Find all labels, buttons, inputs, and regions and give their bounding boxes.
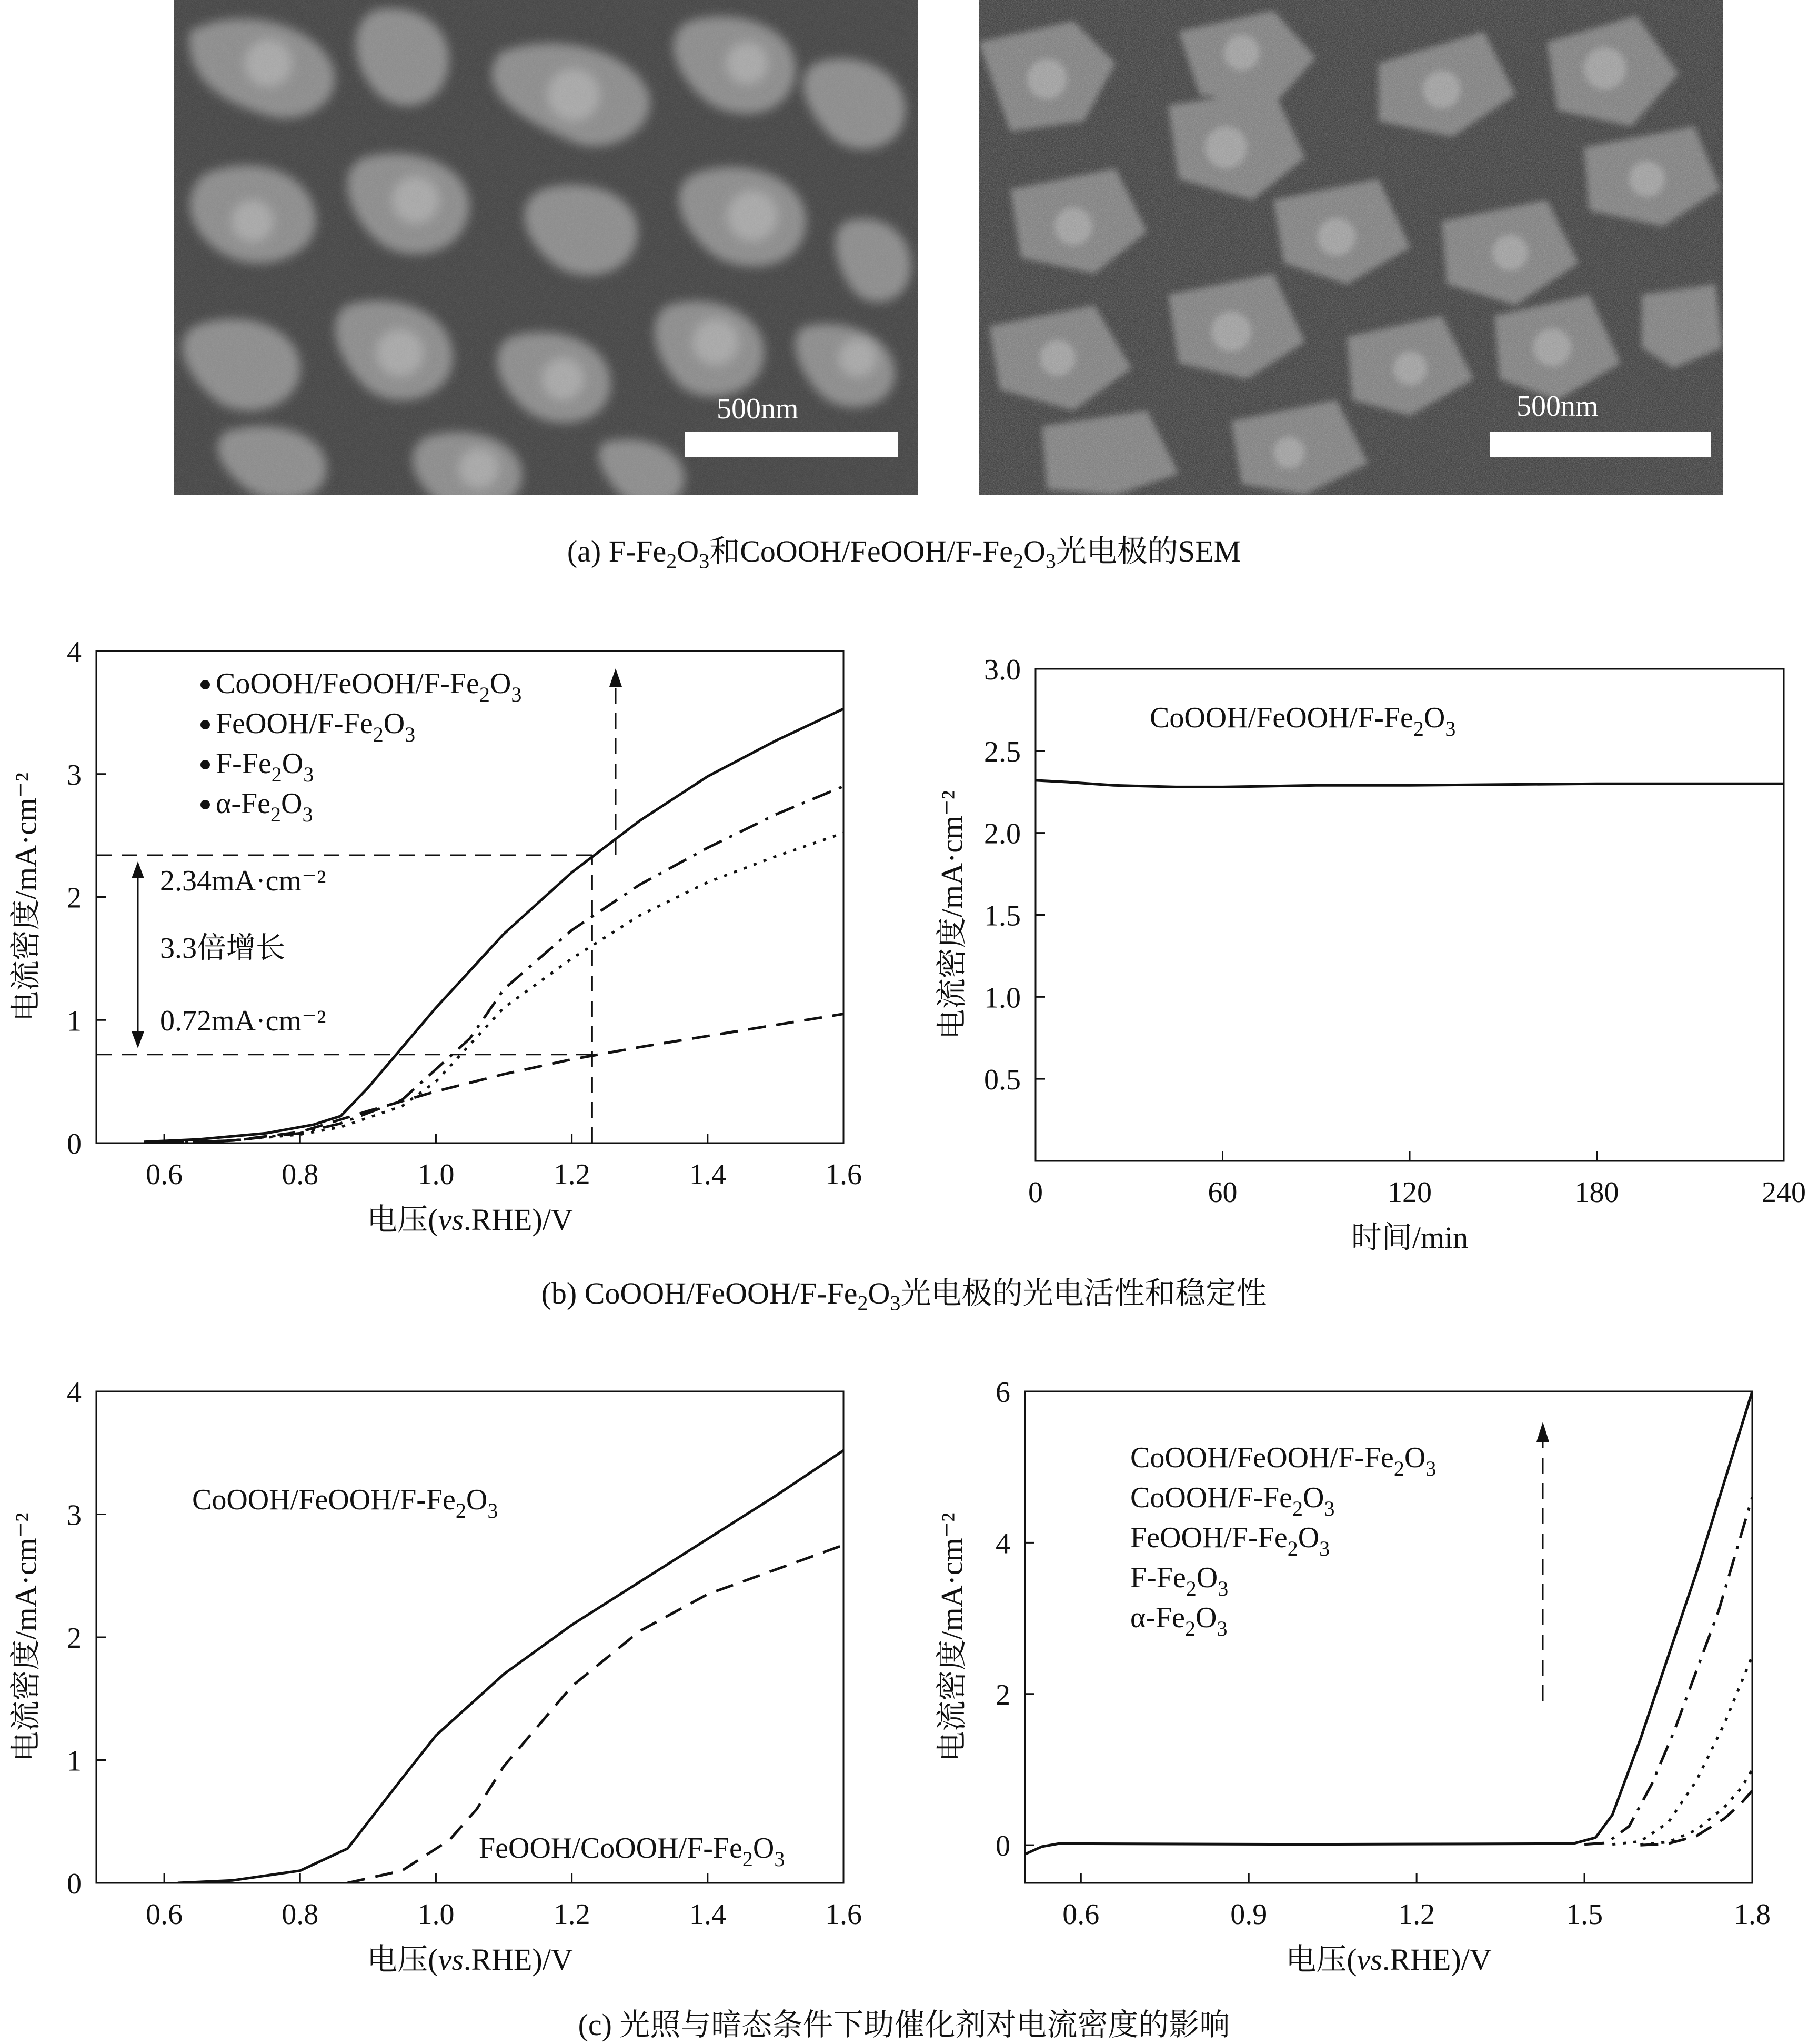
x-tick-label: 120 [1388, 1176, 1432, 1209]
trend-arrow-head [1536, 1422, 1549, 1442]
y-tick-label: 2 [67, 881, 82, 915]
legend-entry: FeOOH/$F-Fe_2O_3$ [1130, 1521, 1330, 1560]
x-axis-label: 电压(vs.RHE)/V [1285, 1942, 1492, 1977]
series-label: CoOOH/$FeOOH/F-Fe_2O_3$ [1150, 702, 1456, 740]
x-tick-label: 1.2 [1398, 1898, 1435, 1931]
series-line-2 [164, 786, 843, 1143]
y-tick-label: 2 [67, 1622, 82, 1655]
y-tick-label: 0 [67, 1128, 82, 1160]
x-tick-label: 0 [1028, 1176, 1043, 1209]
caption-b-sub: 2 [857, 1291, 868, 1315]
x-tick-label: 1.8 [1734, 1898, 1771, 1931]
y-tick-label: 1.0 [984, 981, 1021, 1015]
annotation-high: 2.34mA·cm⁻² [160, 865, 326, 897]
caption-a-sub: 3 [699, 549, 710, 573]
y-tick-label: 6 [996, 1376, 1010, 1409]
x-axis-label: 电压(vs.RHE)/V [367, 1203, 573, 1237]
legend-entry: $\alpha-Fe_2O_3$ [1130, 1601, 1228, 1640]
series-line-4 [1640, 1770, 1752, 1845]
series-line-1 [1036, 780, 1784, 787]
x-tick-label: 0.8 [282, 1158, 319, 1191]
y-tick-label: 1 [67, 1745, 82, 1778]
x-tick-label: 0.9 [1230, 1898, 1268, 1931]
y-tick-label: 0 [67, 1868, 82, 1900]
gain-arrow-head-down [132, 1031, 144, 1048]
caption-b-part: 光电极的光电活性和稳定性 [900, 1276, 1267, 1310]
caption-a-sub: 2 [666, 549, 677, 573]
series-line-3 [1612, 1656, 1752, 1845]
x-tick-label: 240 [1762, 1176, 1806, 1209]
y-tick-label: 2 [996, 1678, 1010, 1711]
caption-a-part: (a) F-Fe [567, 534, 667, 568]
plot-frame [1036, 669, 1784, 1161]
y-tick-label: 2.5 [984, 735, 1021, 768]
y-axis-label: 电流密度/mA·cm⁻² [8, 772, 43, 1022]
scale-label-left: 500nm [717, 393, 799, 425]
y-tick-label: 3 [67, 758, 82, 791]
x-tick-label: 0.8 [282, 1898, 319, 1931]
legend-entry: $\alpha-Fe_2O_3$ [216, 787, 313, 826]
x-tick-label: 1.0 [417, 1898, 455, 1931]
y-tick-label: 2.0 [984, 817, 1021, 850]
y-tick-label: 4 [67, 1376, 82, 1409]
x-tick-label: 1.4 [689, 1898, 726, 1931]
y-tick-label: 1 [67, 1005, 82, 1038]
x-tick-label: 0.6 [146, 1898, 183, 1931]
series-line-2 [1584, 1497, 1752, 1845]
x-tick-label: 1.6 [825, 1898, 862, 1931]
caption-a-sub: 3 [1045, 549, 1056, 573]
caption-a-part: 和CoOOH/FeOOH/F-Fe [709, 534, 1013, 568]
caption-a-part: 光电极的SEM [1056, 534, 1241, 568]
caption-a-sub: 2 [1013, 549, 1023, 573]
x-tick-label: 1.2 [553, 1158, 590, 1191]
y-tick-label: 3 [67, 1499, 82, 1532]
improvement-arrow-head [609, 668, 622, 687]
caption-b-sub: 3 [890, 1291, 901, 1315]
caption-a-part: O [677, 534, 699, 568]
x-tick-label: 0.6 [1062, 1898, 1100, 1931]
x-tick-label: 1.4 [689, 1158, 726, 1191]
legend-entry: CoOOH/$FeOOH/F-Fe_2O_3$ [1130, 1441, 1437, 1480]
x-tick-label: 60 [1208, 1176, 1238, 1209]
series-label-light: CoOOH/$FeOOH/F-Fe_2O_3$ [192, 1484, 498, 1522]
legend-entry: CoOOH/$F-Fe_2O_3$ [1130, 1481, 1335, 1520]
gain-arrow-head-up [132, 861, 144, 878]
y-tick-label: 1.5 [984, 899, 1021, 933]
annotation-low: 0.72mA·cm⁻² [160, 1005, 326, 1037]
chart-b-right [935, 654, 1806, 1255]
x-tick-label: 1.6 [825, 1158, 862, 1191]
y-axis-label: 电流密度/mA·cm⁻² [935, 1512, 969, 1762]
y-tick-label: 4 [996, 1527, 1010, 1560]
caption-b-part: (b) CoOOH/FeOOH/F-Fe [541, 1276, 858, 1310]
scale-label-right: 500nm [1516, 390, 1599, 423]
series-line-5 [1640, 1791, 1752, 1846]
legend-marker [200, 720, 210, 729]
legend-marker [200, 680, 210, 689]
chart-b-left [8, 636, 862, 1237]
chart-c-left [8, 1376, 862, 1977]
legend-entry: FeOOH/$F-Fe_2O_3$ [216, 707, 416, 746]
chart-c-right [935, 1376, 1771, 1977]
legend-entry: $F-Fe_2O_3$ [1130, 1561, 1229, 1600]
annotation-gain: 3.3倍增长 [160, 932, 285, 965]
x-axis-label: 电压(vs.RHE)/V [367, 1942, 573, 1977]
y-axis-label: 电流密度/mA·cm⁻² [8, 1512, 43, 1762]
plot-frame [96, 1391, 843, 1883]
x-axis-label: 时间/min [1351, 1220, 1469, 1255]
x-tick-label: 1.5 [1566, 1898, 1603, 1931]
y-axis-label: 电流密度/mA·cm⁻² [935, 790, 969, 1040]
y-tick-label: 3.0 [984, 654, 1021, 686]
caption-a-part: O [1023, 534, 1046, 568]
caption-c: (c) 光照与暗态条件下助催化剂对电流密度的影响 [578, 2008, 1230, 2042]
x-tick-label: 1.0 [417, 1158, 455, 1191]
x-tick-label: 0.6 [146, 1158, 183, 1191]
x-tick-label: 180 [1574, 1176, 1619, 1209]
legend-entry: $F-Fe_2O_3$ [216, 747, 314, 786]
legend-marker [200, 800, 210, 809]
caption-b-part: O [868, 1276, 890, 1310]
legend-marker [200, 760, 210, 769]
y-tick-label: 0.5 [984, 1064, 1021, 1097]
series-label-dark: FeOOH/$CoOOH/F-Fe_2O_3$ [479, 1832, 785, 1871]
legend-entry: CoOOH/$FeOOH/F-Fe_2O_3$ [216, 667, 522, 706]
x-tick-label: 1.2 [553, 1898, 590, 1931]
y-tick-label: 4 [67, 636, 82, 668]
y-tick-label: 0 [996, 1830, 1010, 1863]
